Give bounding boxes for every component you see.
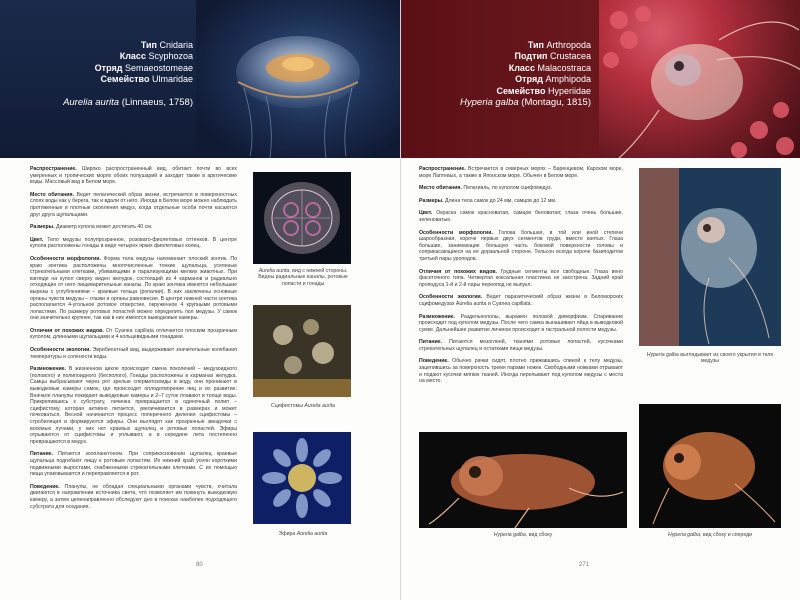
- right-text-column: [419, 166, 623, 391]
- paragraph: Отличия от похожих видов. Грудные сегменты все свободные. Глаза вено фасеточного типа. Четвертая коксальная пластинка не заострена. Задний край проподуса 1-й и 2-й пары переопод не выпукл.: [419, 268, 623, 288]
- right-page: [400, 0, 800, 600]
- taxonomy-rank: Отряд: [94, 62, 123, 73]
- paragraph: Цвет. Окраска самок красноватая, самцов беловатая; глаза очень большие, зеленоватые.: [419, 210, 623, 223]
- paragraph: Место обитания. Ведет пелагический образ жизни, встречается в поверхностных слоях воды как у берега, так и вдали от него. Иногда в Белом море можно наблюдать протяженные и плотные скопления медуз, когда отдельные особи почти касаются друг друга щупальцами.: [30, 191, 237, 218]
- paragraph: Особенности морфологии. Голова большая, в той или иной степени шарообразная, короче первых двух сегментов груди, вместе взятых. Глаза большие, занимающие большую часть боковой поверхности головы и соприкасающиеся на ее дорзальной стороне. Тельсон всегда короче базиподитов третьей пары уроподов.: [419, 229, 624, 262]
- scyphistoma-photo: [253, 305, 351, 397]
- hyperia-side-photo: [419, 432, 627, 528]
- taxonomy-rank: Класс: [508, 62, 535, 73]
- taxonomy-name: Crustacea: [549, 51, 591, 62]
- aurelia-bottom-photo: [253, 172, 351, 264]
- right-species-title: [460, 97, 591, 108]
- paragraph: Размножение. В жизненном цикле происходит смена поколений – медузоидного (полового) и полипоидного (бесполого). Гонады расположены в карманах желудка. Самцы выбрасывают через рот зрелые сперматозоиды в воду, они проникают в выводковые камеры самок, где происходит оплодотворение яиц и их развитие. Вначале планулы покидают выводковые камеры и 2–7 суток плавают в толще воды. Прикрепившись к субстрату, личинка превращается в одиночный полип – сцифистому, которая активно питается, увеличивается в размерах и может почковаться. Весной начинается процесс поперечного деления сцифистомы – стробиляция и формируются эфиры. Они выглядят как прозрачные звездочки с восемью лучами, у них нет краевых щупалец и ротовых лопастей. Эфиры отрываются от сцифистомы и уплывают, а в середине лета постепенно превращаются в медуз.: [30, 366, 237, 445]
- right-taxonomy: [497, 40, 591, 97]
- paragraph: Поведение. Обычно рачки сидят, плотно прижавшись спиной к телу медузы, зацепившись за поверхность тремя парами ножек. Свободными ножками отрывают и подают кусочки мягких тканей. Иногда перелывают под куполом медузы с места на место.: [419, 358, 623, 385]
- taxonomy-name: Cnidaria: [159, 40, 193, 50]
- taxonomy-name: Hyperiidae: [547, 85, 591, 96]
- paragraph: Место обитания. Пелагиаль, по куполом сцифомедуз.: [419, 185, 552, 192]
- left-header-band: [0, 0, 400, 158]
- taxonomy-rank: Отряд: [515, 74, 543, 85]
- left-page-number: 80: [196, 562, 203, 568]
- taxonomy-rank: Семейство: [100, 74, 150, 85]
- hyperia-in-medusa-photo: [639, 168, 781, 346]
- taxonomy-row: [497, 40, 591, 51]
- paragraph: Цвет. Тело медузы полупрозрачное, розовато-фиолетовых оттенков. В центре купола расположены гонады в виде четырех ярких фиолетовых колец.: [30, 236, 237, 250]
- taxonomy-row: [497, 51, 591, 62]
- taxonomy-name: Arthropoda: [546, 40, 591, 50]
- hyperia-side-front-photo: [639, 404, 781, 528]
- scyphistoma-caption: Сцифистомы Aurelia aurita: [271, 403, 335, 409]
- hyperia-side-caption: Hyperia galba, вид сбоку: [493, 532, 553, 538]
- taxonomy-name: Malacostraca: [537, 62, 591, 73]
- right-header-band: [401, 0, 800, 158]
- paragraph: Отличия от похожих видов. От Cyanea capillata отличается плоским прозрачным куполом, длинными щупальцами и 4 кольцевидными гонадами.: [30, 327, 237, 341]
- taxonomy-row: [497, 63, 591, 74]
- aurelia-bottom-caption: Aurelia aurita, вид с нижней стороны. Видны радиальные каналы, ротовые лопасти и гонады: [258, 268, 348, 287]
- taxonomy-name: Scyphozoa: [148, 51, 193, 62]
- paragraph: Особенности морфологии. Форма тела медузы напоминает плоский зонтик. По краю зонтика расположены многочисленные тонкие щупальца, усеянные стрекательными клетками, убивающими и парализующими мелких животных. При взгляде на купол сверху виден желудок, состоящий из 4 карманов и радиально отходящие от него пищеварительные каналы. По краю зонтика имеются небольшие вырезы с углублениями – краевые тельца (ропалии). В них заключены основные органы чувств медузы – глазки и органы равновесия. В центре нижней части зонтика располагается 4-угольное ротовое отверстие, окруженное 4 крупными ротовыми лопастями. По размеру ротовых лопастей можно определить пол медузы. У самок они значительно крупнее, так как в них имеются выводковые камеры.: [30, 255, 238, 322]
- species-author: (Linnaeus, 1758): [121, 97, 193, 108]
- taxonomy-rank: Подтип: [514, 51, 548, 62]
- hyperia-in-medusa-caption: Hyperia galba выглядывает из своего укрытия в теле медузы: [646, 352, 774, 365]
- species-author: (Montagu, 1815): [521, 97, 591, 108]
- paragraph: Особенности экологии. Ведет паразитический образ жизни в Беломорских сцифомедузах Aurelia aurita и Cyanea capillata.: [419, 294, 623, 307]
- jellyfish-header-photo: [196, 0, 400, 158]
- taxonomy-name: Semaeostomeae: [124, 62, 193, 73]
- taxonomy-rank: Семейство: [496, 85, 546, 96]
- taxonomy-rank: Тип: [140, 40, 157, 50]
- right-page-number: 271: [579, 562, 590, 568]
- hyperia-side-front-caption: Hyperia galba, вид сбоку и спереди: [667, 532, 753, 538]
- paragraph: Распространение. Широко распространенный вид, обитает почти во всех умеренных и тропических морях обоих полушарий и заходит также в арктические воды. Массовый вид в Белом море.: [30, 166, 237, 186]
- taxonomy-rank: Класс: [119, 51, 146, 62]
- taxonomy-rank: Тип: [527, 40, 544, 50]
- taxonomy-name: Amphipoda: [545, 74, 591, 85]
- ephyra-caption: Эфира Aurelia aurita: [278, 531, 328, 537]
- paragraph: Питание. Питается зоопланктоном. При соприкосновении щупалец краевые щупальца подгибают пищу к ротовым лопастям. Их нижний край усеян короткими подвижными выростами, снабженными стрекательными клетками. С их помощью пища упаковывается и переправляется в рот.: [30, 451, 237, 478]
- taxonomy-row: [95, 51, 193, 62]
- paragraph: Размеры. Диаметр купола может достигать 40 см.: [30, 224, 153, 231]
- amphipod-header-photo: [599, 0, 800, 158]
- paragraph: Особенности экологии. Эврибионтный вид, выдерживает значительные колебания температуры и солености воды.: [30, 347, 237, 360]
- taxonomy-row: [95, 63, 193, 74]
- left-taxonomy: [95, 40, 193, 86]
- taxonomy-row: [497, 86, 591, 97]
- paragraph: Распространение. Встречается в северных морях – Баренцевом, Карском море, море Лаптевых, а также в Японском море. Обычен в Белом море.: [419, 166, 623, 179]
- taxonomy-row: [497, 74, 591, 85]
- taxonomy-name: Ulmaridae: [151, 74, 193, 85]
- taxonomy-row: [95, 74, 193, 85]
- species-name: Aurelia aurita: [63, 97, 120, 108]
- ephyra-photo: [253, 432, 351, 524]
- species-name: Hyperia galba: [460, 97, 519, 108]
- paragraph: Поведение. Планулы, не обладая специальными органами чувств, считала двигаются в направлении источника света, что позволяет им покинуть выводковую камеру, а затем целенаправленно обследуют дно в поисках наиболее подходящего субстрата для оседания.: [30, 483, 237, 510]
- paragraph: Питание. Питаются мезоглеей, тканями ротовых лопастей, кусочками стрекательных щупалец и остатками пищи медузы.: [419, 339, 623, 352]
- paragraph: Размножение. Раздельнополы, выражен половой диморфизм. Спаривание происходит под куполом медузы. После чего самка вынашивает яйца в выводковой сумке. Дальнейшее развитие личинок происходит в гастральной полости медузы.: [419, 313, 623, 333]
- taxonomy-row: [95, 40, 193, 51]
- paragraph: Размеры. Длина тела самок до 24 мм, самцов до 12 мм.: [419, 197, 557, 204]
- left-species-title: [63, 97, 193, 108]
- left-text-column: [30, 166, 237, 516]
